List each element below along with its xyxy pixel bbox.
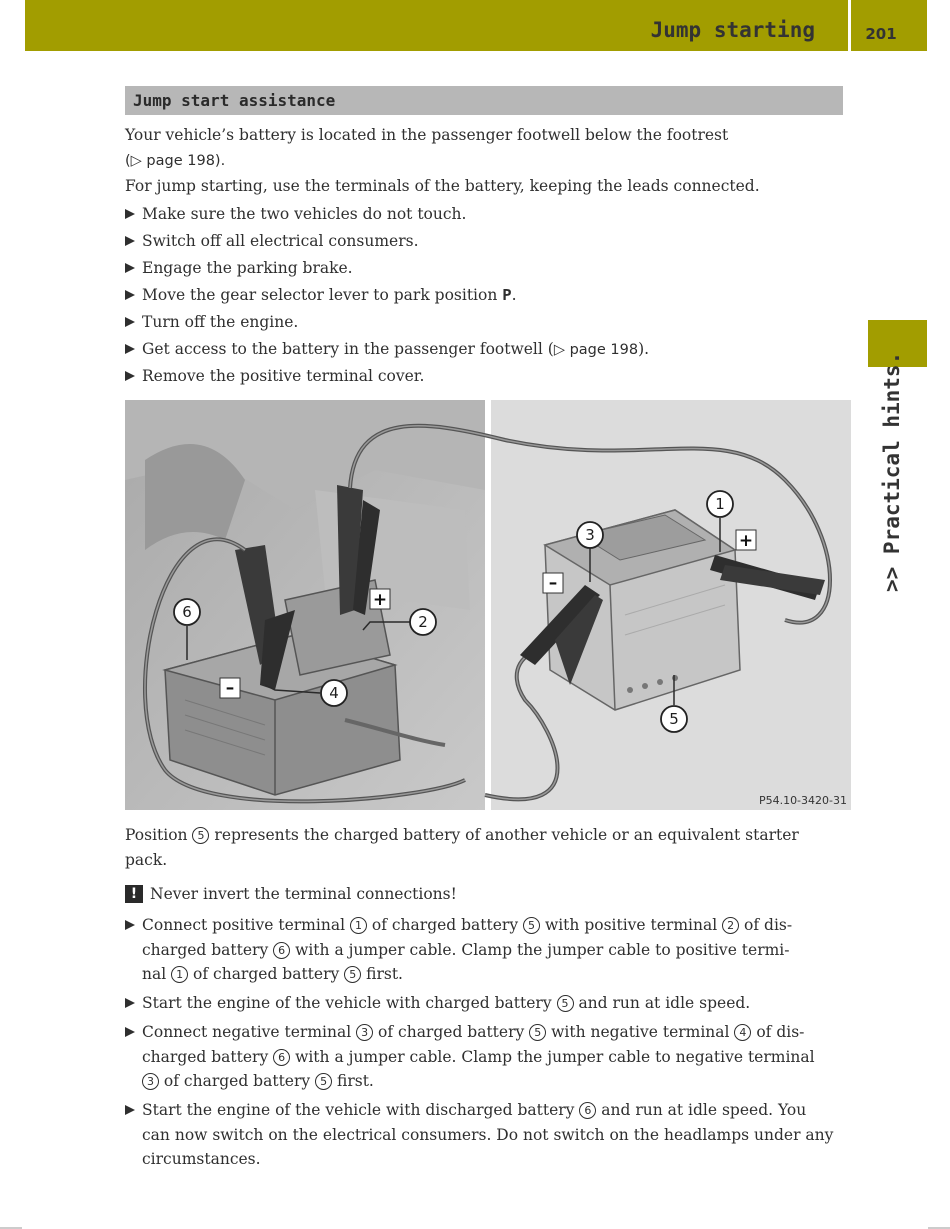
step-text: first. <box>332 1072 374 1090</box>
svg-text:3: 3 <box>585 526 595 544</box>
callout-number: 5 <box>523 917 540 934</box>
callout-number: 4 <box>734 1024 751 1041</box>
jump-start-illustration <box>125 400 851 810</box>
step-text: and run at idle speed. You <box>596 1101 807 1119</box>
bullet-arrow-icon <box>125 317 135 327</box>
step-item <box>125 991 855 1016</box>
bullet-arrow-icon <box>125 290 135 300</box>
step-text: Start the engine of the vehicle with charged battery <box>142 994 557 1012</box>
step-text: can now switch on the electrical consumers. Do not switch on the headlamps under any <box>142 1125 834 1144</box>
svg-text:5: 5 <box>669 710 679 728</box>
step-text: Start the engine of the vehicle with discharged battery <box>142 1101 580 1119</box>
bullet-arrow-icon <box>125 1027 135 1037</box>
callout-1 <box>707 491 733 517</box>
step-item <box>125 229 855 254</box>
step-item <box>125 1020 855 1094</box>
step-text-end: ). <box>638 340 650 358</box>
bullet-arrow-icon <box>125 371 135 381</box>
intro-text: Your vehicle’s battery is located in the passenger footwell below the footrest <box>125 126 729 144</box>
figure-caption <box>125 823 855 872</box>
step-text: Move the gear selector lever to park position <box>142 286 503 304</box>
step-text: first. <box>361 965 403 983</box>
callout-number: 6 <box>273 1049 290 1066</box>
header-bar <box>25 0 927 51</box>
bullet-arrow-icon <box>125 1105 135 1115</box>
figure-code: P54.10-3420-31 <box>758 794 847 807</box>
step-text: Get access to the battery in the passenger footwell ( <box>142 340 554 358</box>
bullet-arrow-icon <box>125 998 135 1008</box>
minus-symbol-right <box>543 573 563 593</box>
callout-number: 1 <box>171 966 188 983</box>
step-text: with positive terminal <box>540 916 723 934</box>
callout-number: 5 <box>557 995 574 1012</box>
callout-number: 5 <box>529 1024 546 1041</box>
bullet-arrow-icon <box>125 209 135 219</box>
intro-paragraph-2: For jump starting, use the terminals of the battery, keeping the leads connected. <box>125 177 760 195</box>
step-text: of charged battery <box>366 916 524 934</box>
step-text: circumstances. <box>142 1150 261 1168</box>
callout-number: 6 <box>579 1102 596 1119</box>
callout-4 <box>321 680 347 706</box>
svg-text:–: – <box>225 678 235 698</box>
caption-text: pack. <box>125 850 168 869</box>
step-item <box>125 337 855 363</box>
svg-text:6: 6 <box>182 603 192 621</box>
intro-paragraph-1 <box>125 123 855 173</box>
svg-text:+: + <box>372 590 388 610</box>
callout-number: 5 <box>315 1073 332 1090</box>
step-text: with a jumper cable. Clamp the jumper cable to positive termi- <box>290 940 790 959</box>
park-position-symbol: P <box>502 286 512 304</box>
svg-text:+: + <box>738 531 754 551</box>
warning-text: Never invert the terminal connections! <box>150 885 457 903</box>
page-header-title: Jump starting <box>650 18 815 42</box>
step-text: charged battery <box>142 1047 274 1066</box>
step-text: of dis- <box>739 916 793 934</box>
chapter-side-label: >> Practical hints. <box>880 351 904 592</box>
caption-text: Position <box>125 826 193 844</box>
callout-3 <box>577 522 603 548</box>
step-item <box>125 202 855 227</box>
step-item <box>125 256 855 281</box>
bullet-arrow-icon <box>125 344 135 354</box>
callout-5 <box>661 706 687 732</box>
step-item <box>125 364 855 389</box>
step-text: with a jumper cable. Clamp the jumper cable to negative terminal <box>290 1047 815 1066</box>
step-item <box>125 310 855 335</box>
plus-symbol-right <box>736 530 756 551</box>
warning-icon: ! <box>125 885 143 903</box>
step-item <box>125 283 855 308</box>
step-text: Connect positive terminal <box>142 916 350 934</box>
step-text: Remove the positive terminal cover. <box>142 367 425 385</box>
step-item <box>125 913 855 987</box>
svg-text:–: – <box>548 573 558 593</box>
callout-number: 2 <box>722 917 739 934</box>
callout-number: 5 <box>192 827 209 844</box>
callout-number: 3 <box>356 1024 373 1041</box>
warning-notice <box>125 882 855 907</box>
step-text: of charged battery <box>159 1072 316 1090</box>
step-text: Turn off the engine. <box>142 313 299 331</box>
step-text: of dis- <box>751 1023 805 1041</box>
bullet-arrow-icon <box>125 263 135 273</box>
callout-number: 1 <box>350 917 367 934</box>
callout-6 <box>174 599 200 625</box>
step-item <box>125 1098 855 1172</box>
bullet-arrow-icon <box>125 920 135 930</box>
page-reference: (▷ page 198). <box>125 152 226 169</box>
svg-text:4: 4 <box>329 684 339 702</box>
page-number: 201 <box>865 25 897 43</box>
step-text: with negative terminal <box>546 1023 735 1041</box>
step-text: Connect negative terminal <box>142 1023 357 1041</box>
step-text: Engage the parking brake. <box>142 259 353 277</box>
step-text: of charged battery <box>373 1023 530 1041</box>
step-text: charged battery <box>142 940 274 959</box>
step-text-end: . <box>511 286 517 304</box>
step-text: Switch off all electrical consumers. <box>142 232 419 250</box>
callout-number: 5 <box>344 966 361 983</box>
callout-number: 6 <box>273 942 290 959</box>
caption-text: represents the charged battery of another vehicle or an equivalent starter <box>209 826 799 844</box>
step-text: Make sure the two vehicles do not touch. <box>142 205 467 223</box>
callout-number: 3 <box>142 1073 159 1090</box>
svg-text:2: 2 <box>418 613 428 631</box>
bullet-arrow-icon <box>125 236 135 246</box>
step-text: nal <box>142 965 172 983</box>
page-reference: ▷ page 198 <box>553 342 639 358</box>
step-text: of charged battery <box>188 965 345 983</box>
svg-text:1: 1 <box>715 495 725 513</box>
callout-2 <box>410 609 436 635</box>
section-heading: Jump start assistance <box>125 86 843 115</box>
step-text: and run at idle speed. <box>573 994 751 1012</box>
plus-symbol-left <box>370 589 390 610</box>
minus-symbol-left <box>220 678 240 698</box>
